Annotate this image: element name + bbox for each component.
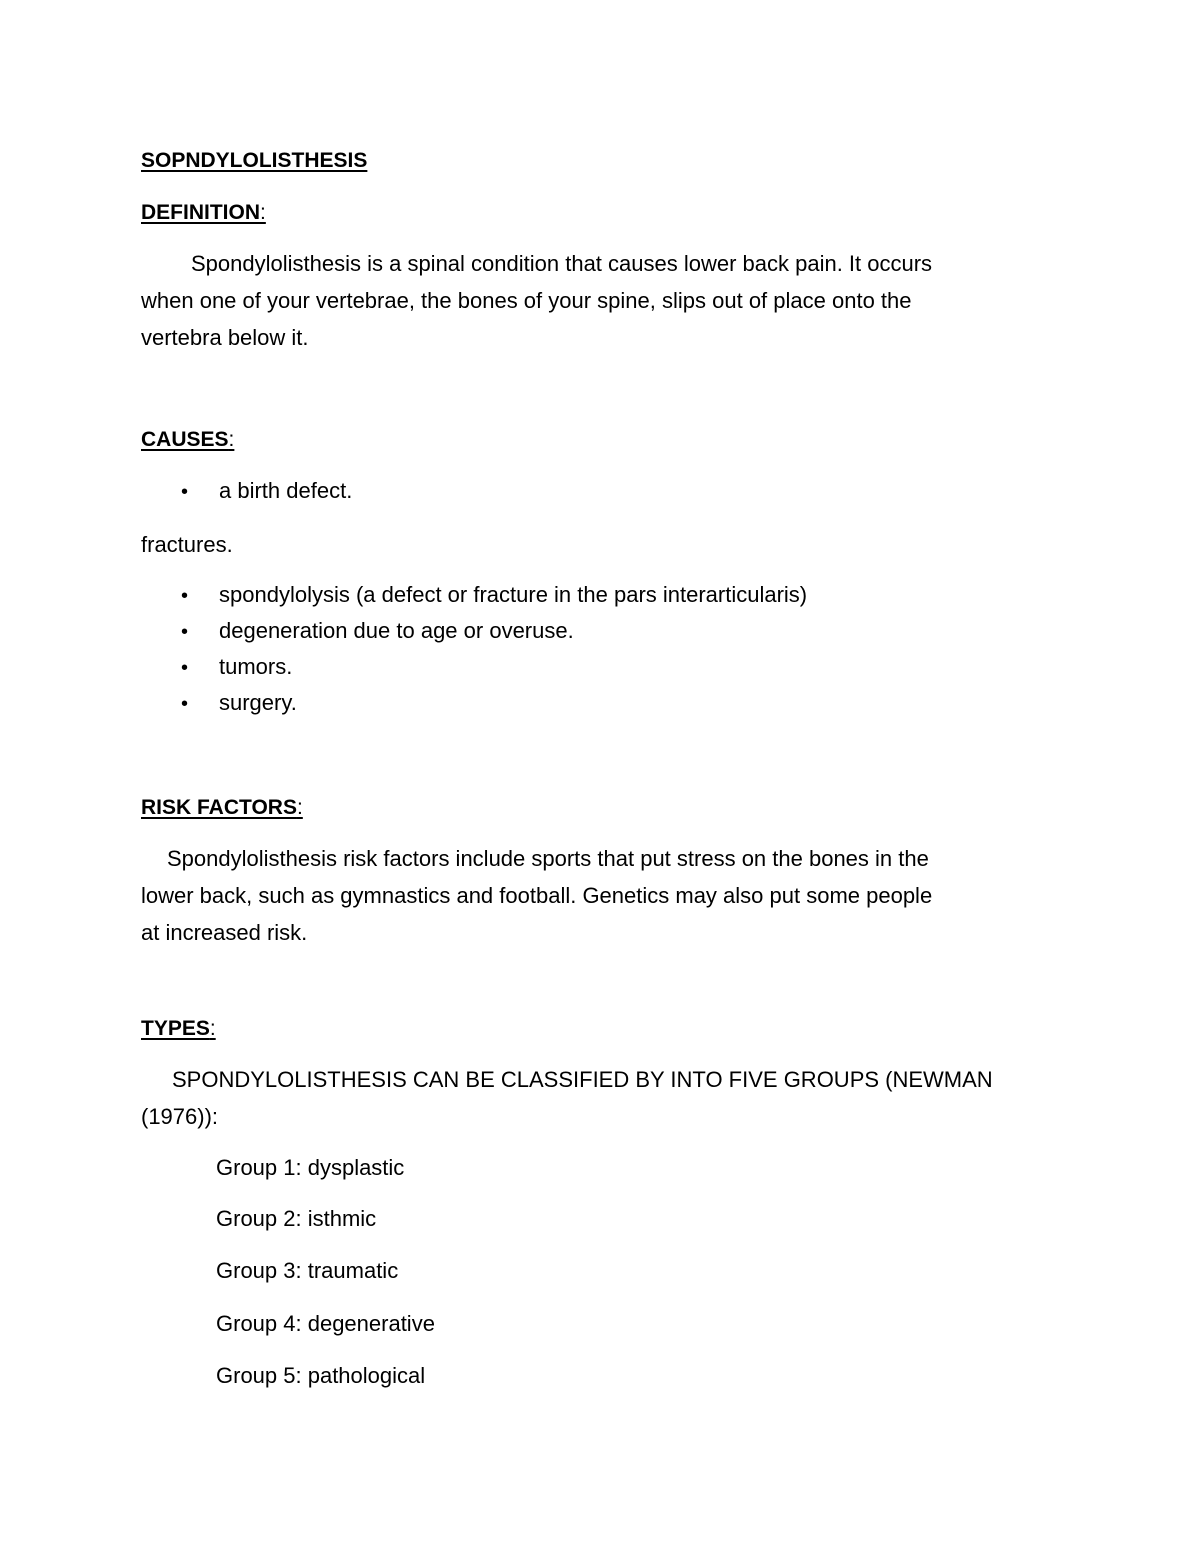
causes-item-text: degeneration due to age or overuse. bbox=[219, 618, 574, 643]
risk-factors-line-2: lower back, such as gymnastics and football. Genetics may also put some people bbox=[141, 883, 933, 908]
types-intro-line-2: (1976)): bbox=[141, 1104, 219, 1129]
causes-plain-line: fractures. bbox=[141, 532, 233, 557]
definition-line-1: Spondylolisthesis is a spinal condition that causes lower back pain. It occurs bbox=[191, 251, 933, 276]
causes-item-text: surgery. bbox=[219, 690, 297, 715]
causes-heading-text: CAUSES bbox=[141, 428, 229, 451]
types-heading-text: TYPES bbox=[141, 1017, 210, 1040]
risk-factors-heading-colon: : bbox=[296, 796, 303, 819]
bullet-icon: • bbox=[181, 657, 189, 679]
types-group-item: Group 2: isthmic bbox=[216, 1206, 377, 1231]
types-intro-line-1: SPONDYLOLISTHESIS CAN BE CLASSIFIED BY INTO FIVE GROUPS (NEWMAN bbox=[172, 1067, 993, 1092]
bullet-icon: • bbox=[181, 621, 189, 643]
types-group-item: Group 1: dysplastic bbox=[216, 1155, 405, 1180]
document-title-text: SOPNDYLOLISTHESIS bbox=[141, 149, 368, 172]
causes-item-text: spondylolysis (a defect or fracture in the pars interarticularis) bbox=[219, 582, 808, 607]
types-group-item: Group 4: degenerative bbox=[216, 1311, 435, 1336]
types-heading-colon: : bbox=[209, 1017, 216, 1040]
risk-factors-heading-text: RISK FACTORS bbox=[141, 796, 297, 819]
types-heading bbox=[141, 1010, 216, 1047]
definition-line-2: when one of your vertebrae, the bones of your spine, slips out of place onto the bbox=[141, 288, 912, 313]
causes-list-item bbox=[181, 577, 807, 614]
types-group-item: Group 3: traumatic bbox=[216, 1258, 399, 1283]
causes-heading-colon: : bbox=[228, 428, 235, 451]
definition-line-3: vertebra below it. bbox=[141, 325, 309, 350]
risk-factors-heading bbox=[141, 789, 303, 826]
definition-heading-text: DEFINITION bbox=[141, 201, 260, 224]
causes-list-item bbox=[181, 613, 574, 650]
causes-heading bbox=[141, 421, 234, 458]
causes-list-item bbox=[181, 685, 297, 722]
causes-list-item bbox=[181, 473, 352, 510]
causes-item-text: a birth defect. bbox=[219, 478, 353, 503]
definition-heading bbox=[141, 194, 266, 231]
bullet-icon: • bbox=[181, 585, 189, 607]
causes-item-text: tumors. bbox=[219, 654, 293, 679]
definition-heading-colon: : bbox=[260, 201, 266, 224]
bullet-icon: • bbox=[181, 481, 189, 503]
document-title bbox=[141, 142, 367, 179]
risk-factors-line-1: Spondylolisthesis risk factors include sports that put stress on the bones in the bbox=[167, 846, 929, 871]
causes-list-item bbox=[181, 649, 292, 686]
bullet-icon: • bbox=[181, 693, 189, 715]
types-group-item: Group 5: pathological bbox=[216, 1363, 426, 1388]
risk-factors-line-3: at increased risk. bbox=[141, 920, 308, 945]
